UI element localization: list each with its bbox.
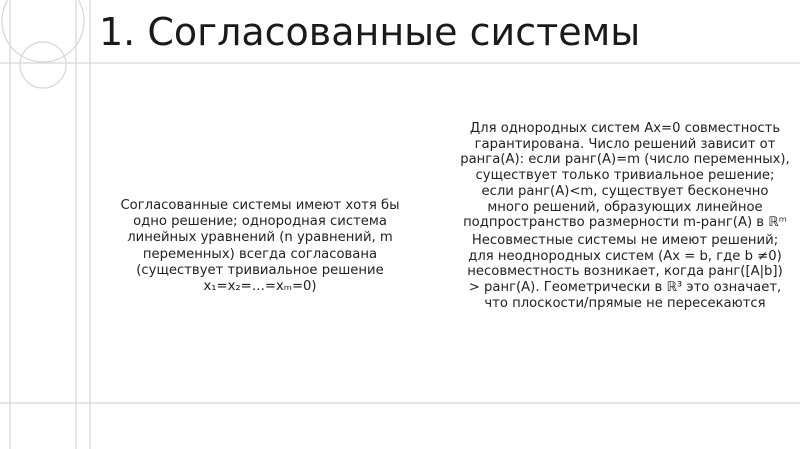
small-circle — [20, 42, 66, 88]
homogeneous-systems-text: Для однородных систем Ax=0 совместность гарантирована. Число решений зависит от ранга(A): если ранг(A)=m (число переменных), существует только тривиальное решение; если ранг(A)<m, существует бесконечно много решений, образующих линейное подпространство размерности m-ранг(A) в ℝᵐ — [460, 121, 790, 231]
left-text-block: Согласованные системы имеют хотя бы одно решение; однородная система линейных уравнений (n уравнений, m переменных) всегда согласована (существует тривиальное решение x₁=x₂=…=xₘ=0) — [120, 198, 400, 295]
slide-title: 1. Согласованные системы — [99, 10, 641, 54]
large-circle — [2, 0, 84, 62]
right-text-column — [460, 121, 790, 311]
inconsistent-systems-text: Несовместные системы не имеют решений; для неоднородных систем (Ax = b, где b ≠0) несовместность возникает, когда ранг([A|b]) > ранг(A). Геометрически в ℝ³ это означает, что плоскости/прямые не пересекаются — [467, 232, 783, 311]
